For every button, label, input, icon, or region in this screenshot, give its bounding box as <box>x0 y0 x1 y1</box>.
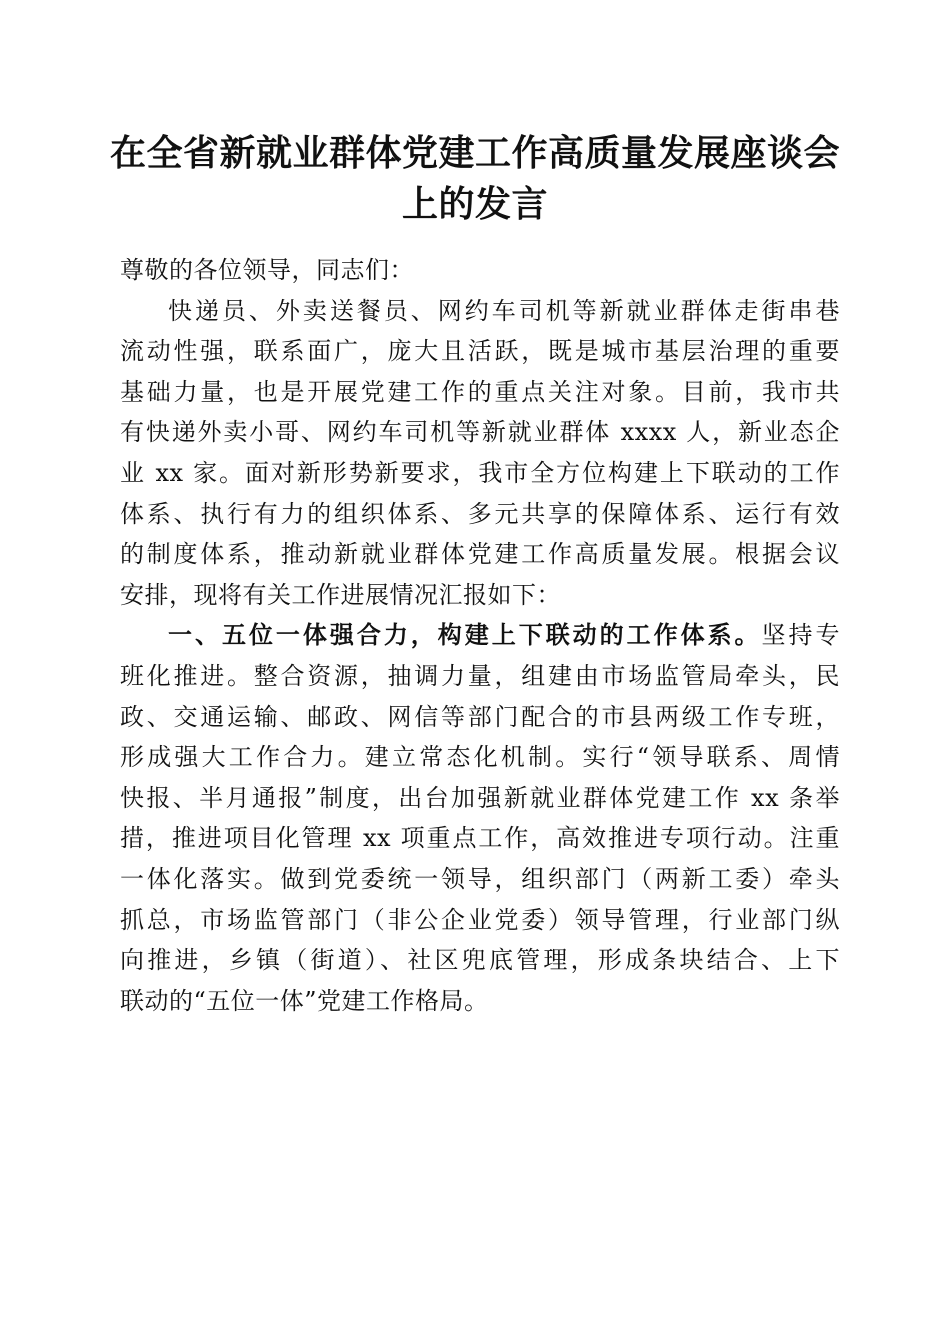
paragraph-line: 业 xx 家。面对新形势新要求，我市全方位构建上下联动的工作 <box>120 458 840 487</box>
document-body <box>120 250 840 1021</box>
section-1-first-tail: 坚持专 <box>761 621 841 650</box>
paragraph-line: 形成强大工作合力。建立常态化机制。实行“领导联系、周情 <box>120 743 840 772</box>
paragraph-section-1 <box>120 615 840 1021</box>
section-1-first-line <box>120 615 840 656</box>
paragraph-line: 快递员、外卖送餐员、网约车司机等新就业群体走街串巷 <box>168 296 840 325</box>
paragraph-line: 安排，现将有关工作进展情况汇报如下： <box>120 580 561 609</box>
title-line-2: 上的发言 <box>401 183 548 225</box>
title-line-1: 在全省新就业群体党建工作高质量发展座谈会 <box>109 132 840 174</box>
paragraph-line: 基础力量，也是开展党建工作的重点关注对象。目前，我市共 <box>120 377 840 406</box>
paragraph-line: 班化推进。整合资源，抽调力量，组建由市场监管局牵头，民 <box>120 661 840 690</box>
paragraph-line: 流动性强，联系面广，庞大且活跃，既是城市基层治理的重要 <box>120 337 840 366</box>
paragraph-line: 措，推进项目化管理 xx 项重点工作，高效推进专项行动。注重 <box>120 824 840 853</box>
paragraph-intro <box>120 291 840 616</box>
paragraph-line: 一体化落实。做到党委统一领导，组织部门（两新工委）牵头 <box>120 864 840 893</box>
paragraph-line: 有快递外卖小哥、网约车司机等新就业群体 xxxx 人，新业态企 <box>120 418 840 447</box>
paragraph-line: 向推进，乡镇（街道）、社区兜底管理，形成条块结合、上下 <box>120 946 840 975</box>
paragraph-line: 抓总，市场监管部门（非公企业党委）领导管理，行业部门纵 <box>120 905 840 934</box>
salutation: 尊敬的各位领导，同志们： <box>120 256 414 284</box>
paragraph-line: 体系、执行有力的组织体系、多元共享的保障体系、运行有效 <box>120 499 840 528</box>
paragraph-line: 联动的“五位一体”党建工作格局。 <box>120 986 489 1015</box>
section-1-heading: 一、五位一体强合力，构建上下联动的工作体系。 <box>168 621 762 650</box>
document-title <box>100 128 850 230</box>
paragraph-line: 快报、半月通报”制度，出台加强新就业群体党建工作 xx 条举 <box>120 783 840 812</box>
paragraph-line: 的制度体系，推动新就业群体党建工作高质量发展。根据会议 <box>120 540 840 569</box>
paragraph-line: 政、交通运输、邮政、网信等部门配合的市县两级工作专班， <box>120 702 840 731</box>
